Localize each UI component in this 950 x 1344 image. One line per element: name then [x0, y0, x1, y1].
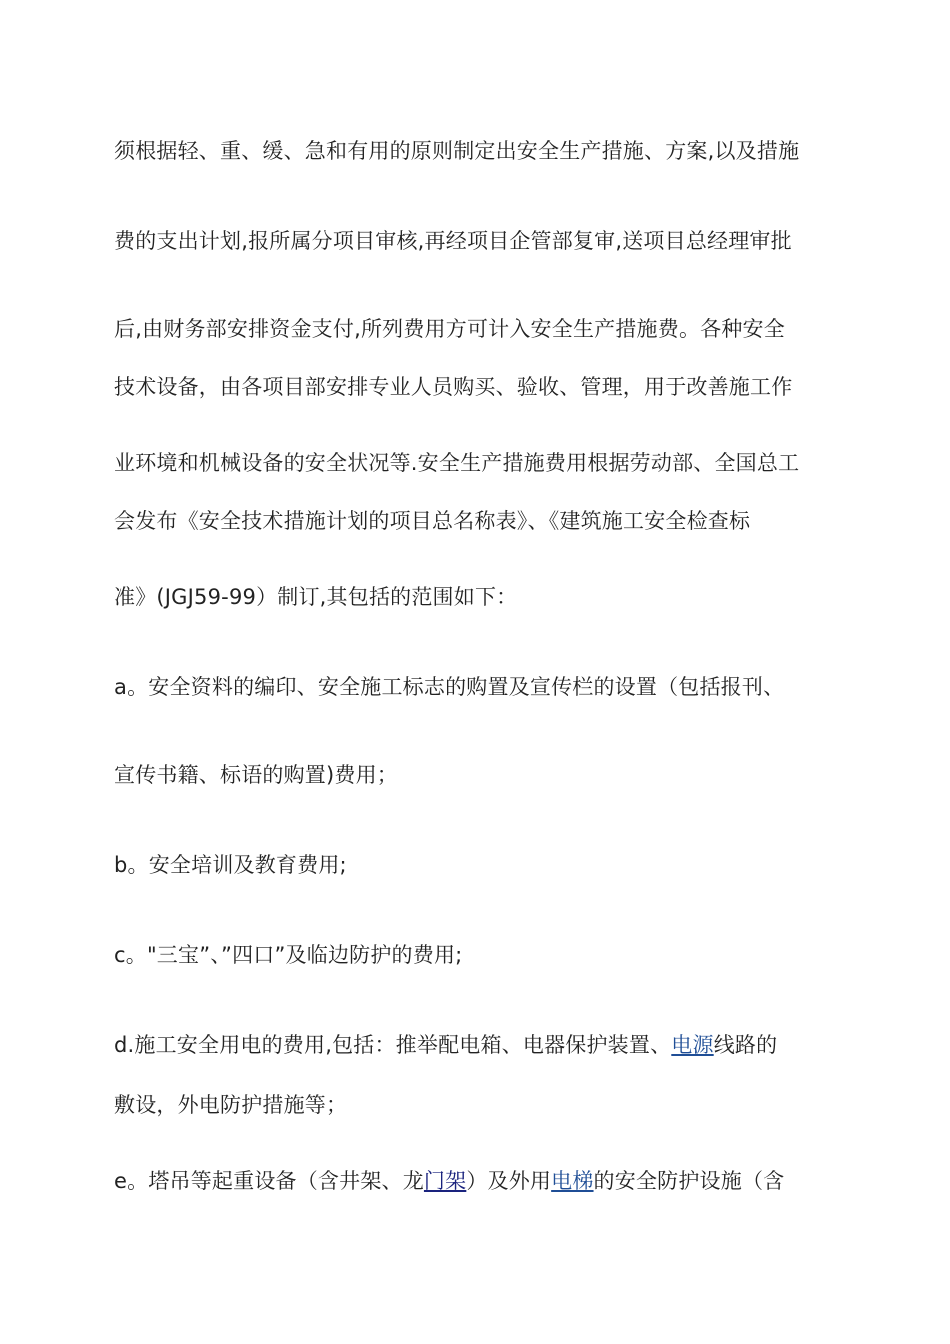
list-item-d-text: d.施工安全用电的费用,包括：推举配电箱、电器保护装置、 [114, 1033, 672, 1057]
list-item-e-text-mid: ）及外用 [466, 1169, 552, 1193]
list-item-a-continued: 宣传书籍、标语的购置)费用； [114, 763, 398, 787]
gantry-link[interactable]: 门架 [423, 1169, 467, 1193]
paragraph-line: 费的支出计划,报所属分项目审核,再经项目企管部复审,送项目总经理审批 [114, 229, 792, 253]
list-item-c: c。"三宝”、”四口”及临边防护的费用; [114, 943, 463, 967]
list-item-e [114, 1166, 854, 1196]
paragraph-line: 技术设备，由各项目部安排专业人员购买、验收、管理，用于改善施工作 [114, 375, 793, 399]
paragraph-line: 后,由财务部安排资金支付,所列费用方可计入安全生产措施费。各种安全 [114, 317, 785, 341]
list-item-a: a。安全资料的编印、安全施工标志的购置及宣传栏的设置（包括报刊、 [114, 675, 785, 699]
paragraph-line: 准》(JGJ59-99）制订,其包括的范围如下： [114, 585, 518, 609]
list-item-e-text: e。塔吊等起重设备（含井架、龙 [114, 1169, 424, 1193]
list-item-b: b。安全培训及教育费用; [114, 853, 347, 877]
paragraph-line: 业环境和机械设备的安全状况等.安全生产措施费用根据劳动部、全国总工 [114, 451, 800, 475]
list-item-d [114, 1030, 854, 1060]
list-item-e-text-end: 的安全防护设施（含 [593, 1169, 785, 1193]
paragraph-line: 须根据轻、重、缓、急和有用的原则制定出安全生产措施、方案,以及措施 [114, 139, 800, 163]
elevator-link[interactable]: 电梯 [551, 1169, 594, 1193]
power-source-link[interactable]: 电源 [671, 1033, 714, 1057]
list-item-d-continued: 敷设，外电防护措施等； [114, 1093, 348, 1117]
list-item-d-text-end: 线路的 [713, 1033, 778, 1057]
paragraph-line: 会发布《安全技术措施计划的项目总名称表》、《建筑施工安全检查标 [114, 509, 751, 533]
